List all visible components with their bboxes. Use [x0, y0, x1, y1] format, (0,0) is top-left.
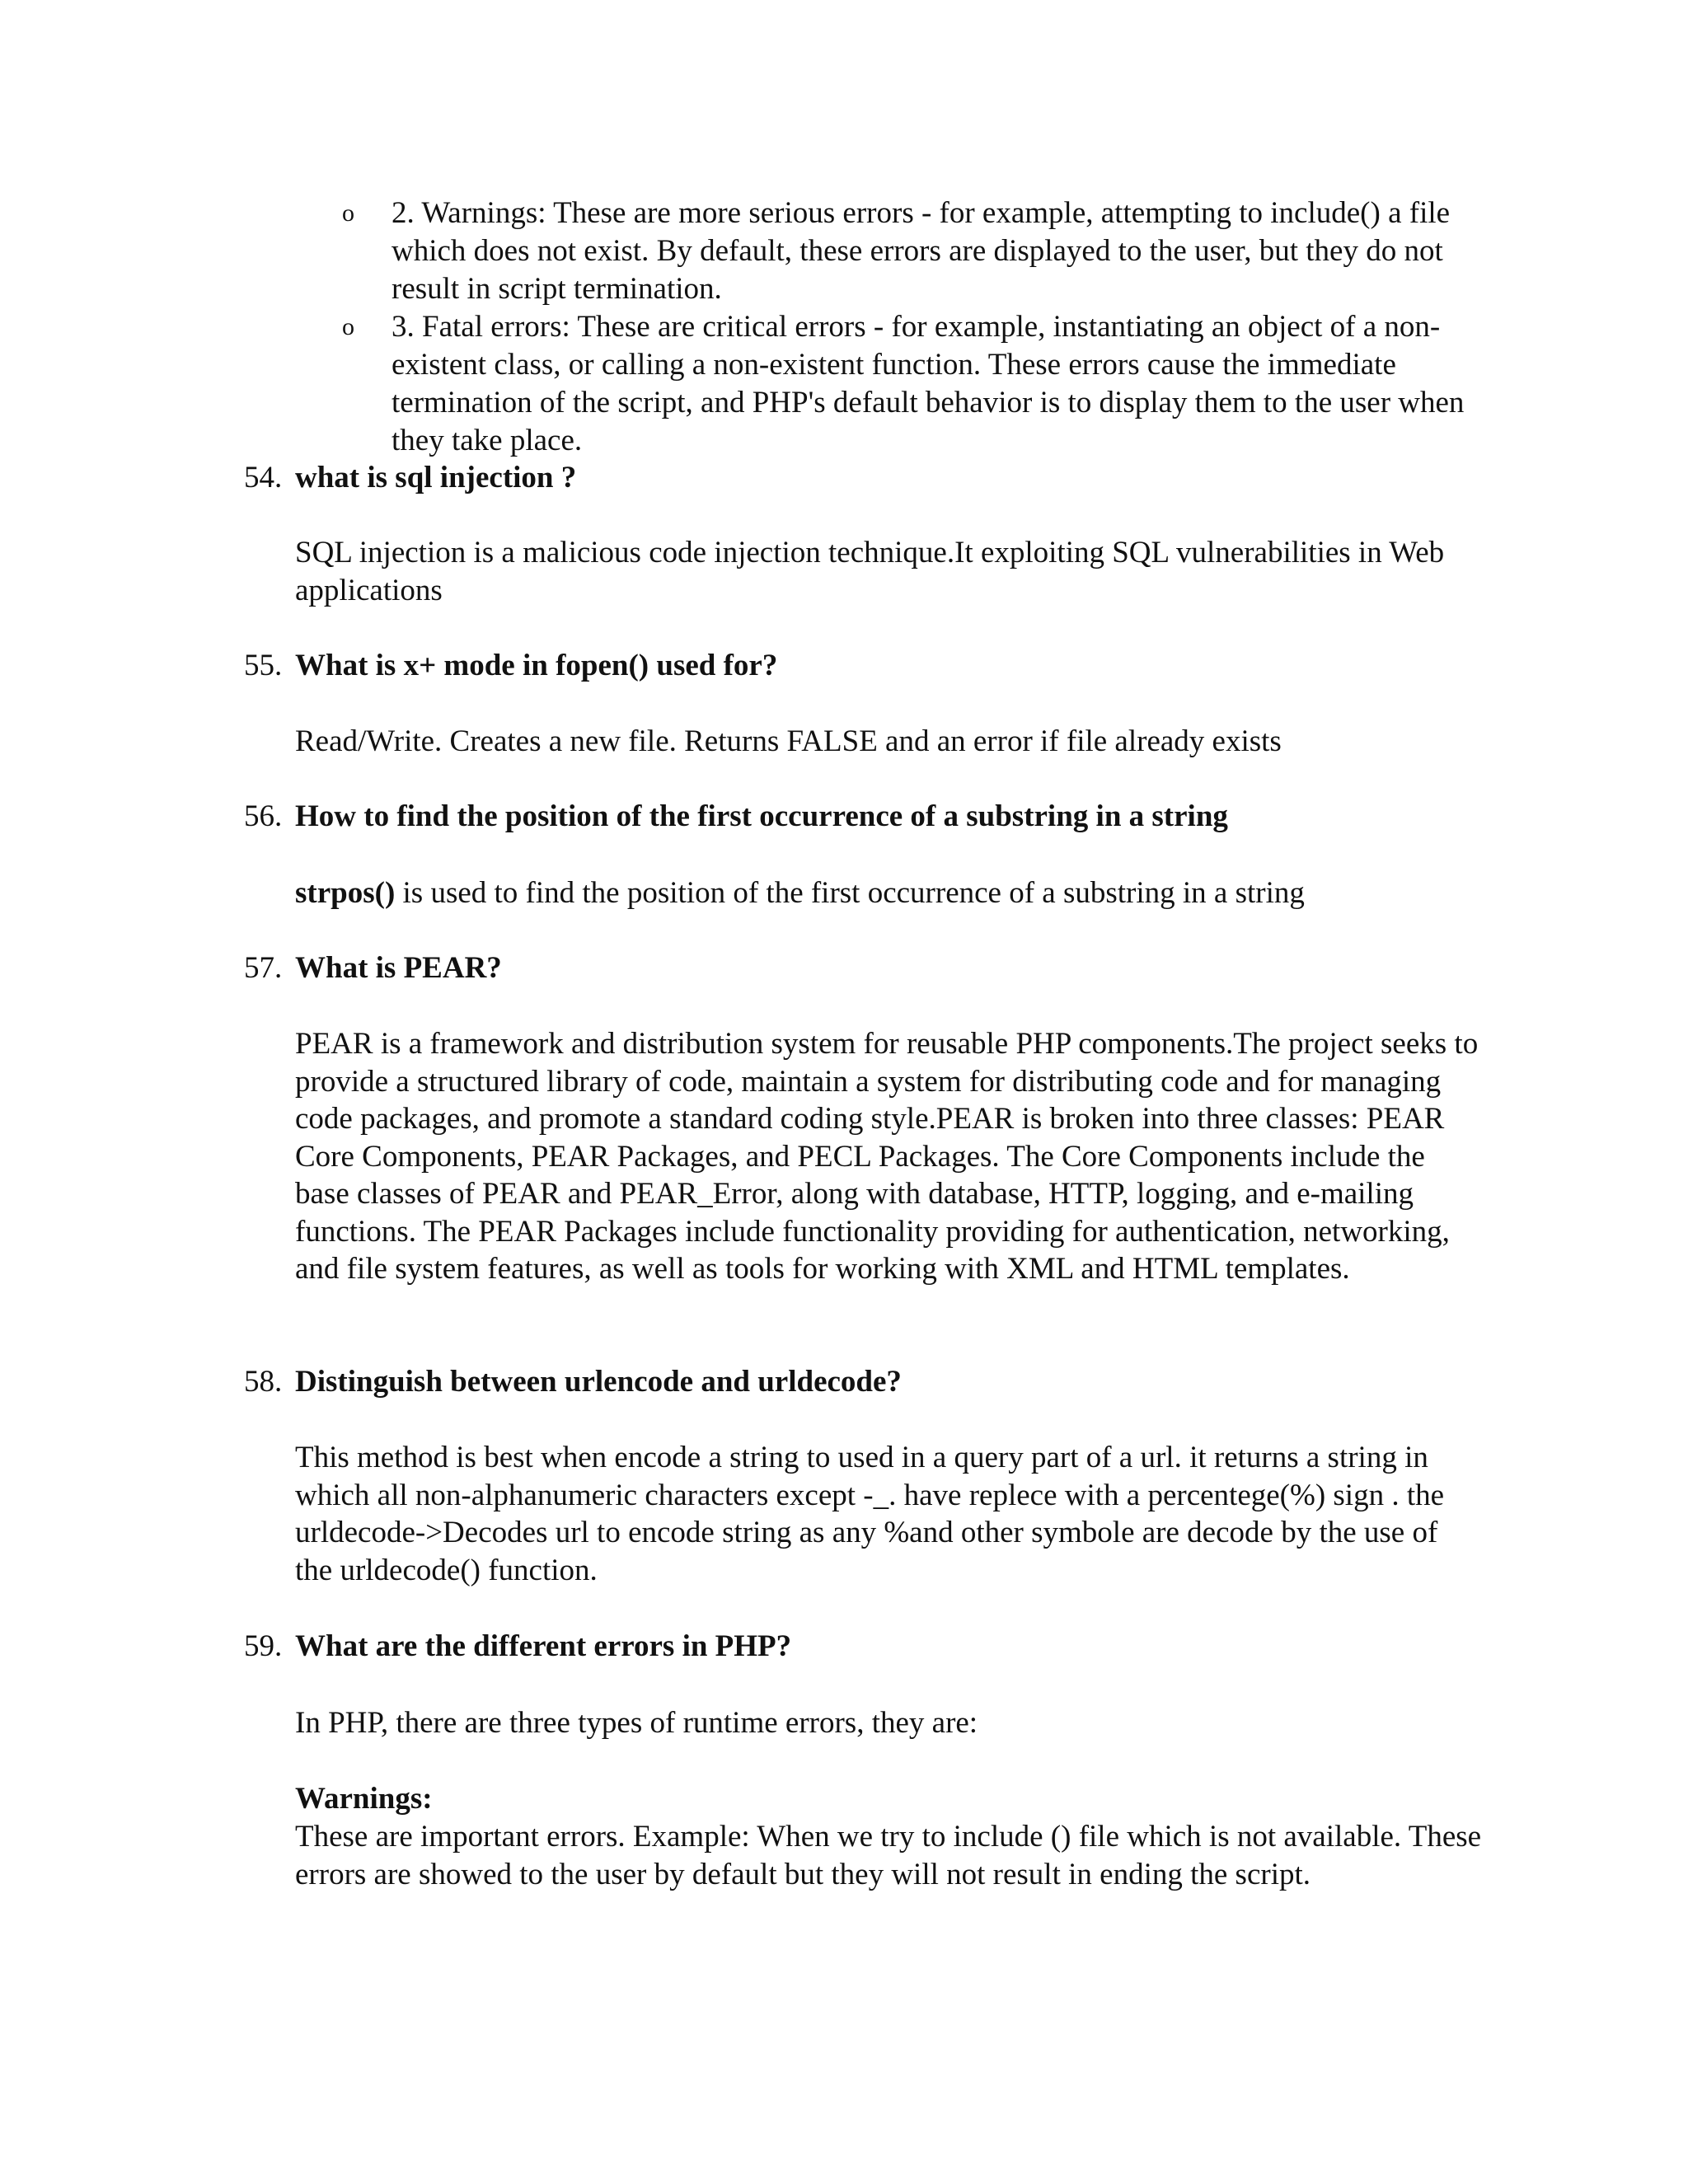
question-number: 59.	[244, 1629, 283, 1663]
sub-paragraph: These are important errors. Example: When we try to include () file which is not available. These errors are showed to the user by default but they will not result in ending the script.	[295, 1820, 1482, 1891]
question-number: 56.	[244, 799, 283, 833]
answer-paragraph: SQL injection is a malicious code injection technique.It exploiting SQL vulnerabilities in Web applications	[295, 536, 1445, 607]
question-heading	[244, 1628, 1480, 1666]
question-number: 55.	[244, 649, 283, 682]
question-title: What is x+ mode in fopen() used for?	[295, 649, 778, 682]
question-heading	[244, 647, 1480, 685]
question-heading	[244, 798, 1480, 836]
question-heading	[244, 949, 1480, 987]
bullet-text: 3. Fatal errors: These are critical errors - for example, instantiating an object of a non-existent class, or calling a non-existent function. These errors cause the immediate termination of the script, and PHP's default behavior is to display them to the user when they take place.	[392, 310, 1465, 457]
question-number: 54.	[244, 461, 283, 494]
question-title: What is PEAR?	[295, 951, 502, 985]
question-heading	[244, 1363, 1480, 1401]
question-title: Distinguish between urlencode and urldecode?	[295, 1365, 902, 1399]
error-types-bullet-list	[342, 194, 1471, 460]
answer-paragraph	[295, 874, 1482, 912]
answer-text: is used to find the position of the first occurrence of a substring in a string	[395, 876, 1305, 910]
answer-paragraph: This method is best when encode a string to used in a query part of a url. it returns a string in which all non-alphanumeric characters except -_. have replece with a percentege(%) sign . the urldecode->Decodes url to encode string as any %and other symbole are decode by the use of the urldecode() function.	[295, 1441, 1445, 1587]
bullet-marker: o	[342, 199, 354, 227]
bullet-item-warnings	[342, 194, 1471, 308]
question-number: 58.	[244, 1365, 283, 1399]
sub-heading: Warnings:	[295, 1782, 433, 1816]
question-title: How to find the position of the first occurrence of a substring in a string	[295, 799, 1228, 833]
answer-paragraph: In PHP, there are three types of runtime errors, they are:	[295, 1706, 978, 1740]
question-title: what is sql injection ?	[295, 461, 577, 494]
question-title: What are the different errors in PHP?	[295, 1629, 792, 1663]
answer-paragraph: PEAR is a framework and distribution system for reusable PHP components.The project seeks to provide a structured library of code, maintain a system for distributing code and for managing code packages, and promote a standard coding style.PEAR is broken into three classes: PEAR Core Components, PEAR Packages, and PECL Packages. The Core Components include the base classes of PEAR and PEAR_Error, along with database, HTTP, logging, and e-mailing functions. The PEAR Packages include functionality providing for authentication, networking, and file system features, as well as tools for working with XML and HTML templates.	[295, 1027, 1479, 1286]
question-number: 57.	[244, 951, 283, 985]
bullet-marker: o	[342, 313, 354, 340]
answer-paragraph: Read/Write. Creates a new file. Returns FALSE and an error if file already exists	[295, 724, 1282, 758]
question-heading	[244, 459, 1480, 497]
bullet-text: 2. Warnings: These are more serious errors - for example, attempting to include() a file which does not exist. By default, these errors are displayed to the user, but they do not result in script termination.	[392, 196, 1451, 306]
function-name: strpos()	[295, 876, 396, 910]
bullet-item-fatal-errors	[342, 308, 1471, 460]
